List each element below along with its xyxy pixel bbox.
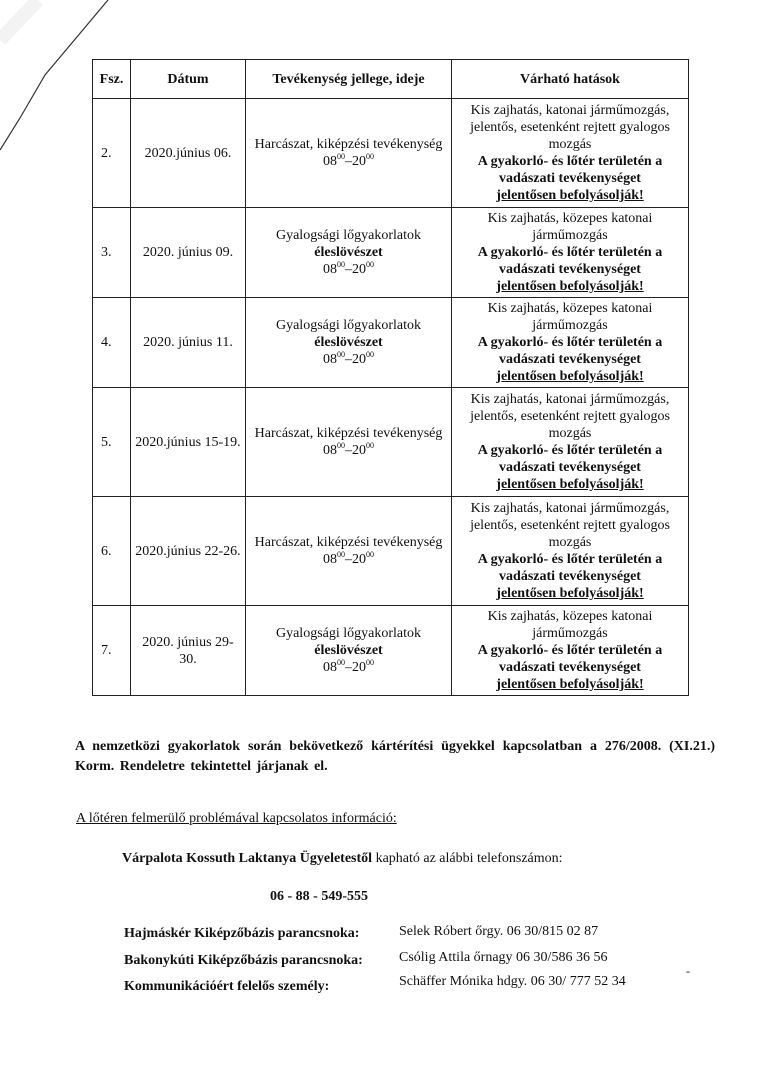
- activity-bold: éleslövészet: [314, 335, 383, 350]
- activity-type: Gyalogsági lőgyakorlatok: [275, 228, 422, 243]
- activity-type: Harcászat, kiképzési tevékenység: [254, 426, 443, 441]
- row-number: 6.: [93, 497, 131, 606]
- effect-bold: A gyakorló- és lőtér területén a vadászati tevékenységet: [477, 154, 663, 186]
- activity-time: $08^{00}-20^{00}$: [323, 441, 374, 458]
- row-activity: [246, 298, 452, 388]
- time-from: 08: [323, 262, 337, 277]
- table-header-row: [93, 60, 689, 99]
- row-activity: [246, 99, 452, 208]
- contact-name: Csólig Attila őrnagy 06 30/586 36 56: [399, 950, 608, 965]
- table-row: [93, 497, 689, 606]
- time-from-sup: 00: [337, 658, 345, 667]
- contact-role: Hajmáskér Kiképzőbázis parancsnoka:: [124, 926, 360, 941]
- time-from-sup: 00: [337, 350, 345, 359]
- time-to: 20: [352, 443, 366, 458]
- time-to: 20: [352, 154, 366, 169]
- effect-bold: A gyakorló- és lőtér területén a vadászati tevékenységet: [477, 245, 663, 277]
- row-number: 7.: [93, 606, 131, 696]
- row-number: 3.: [93, 208, 131, 298]
- row-date: 2020. június 09.: [131, 208, 246, 298]
- row-effects: [452, 99, 689, 208]
- header-date: Dátum: [131, 60, 246, 99]
- effect-bold-underlined: jelentősen befolyásolják!: [496, 677, 644, 692]
- table-row: [93, 606, 689, 696]
- activity-bold: éleslövészet: [314, 245, 383, 260]
- activity-type: Harcászat, kiképzési tevékenység: [254, 535, 443, 550]
- effect-plain: Kis zajhatás, közepes katonai járműmozgás: [487, 609, 653, 641]
- row-effects: [452, 208, 689, 298]
- effect-bold-underlined: jelentősen befolyásolják!: [496, 188, 644, 203]
- row-activity: [246, 208, 452, 298]
- effect-plain: Kis zajhatás, katonai járműmozgás, jelentős, esetenként rejtett gyalogos mozgás: [470, 501, 670, 550]
- effect-plain: Kis zajhatás, közepes katonai járműmozgás: [487, 301, 653, 333]
- compensation-note: A nemzetközi gyakorlatok során bekövetkező kártérítési ügyekkel kapcsolatban a 276/2008. (XI.21.) Korm. Rendeletre tekintettel járjanak el.: [75, 739, 715, 774]
- contact-name: Selek Róbert őrgy. 06 30/815 02 87: [399, 924, 599, 939]
- contact-role: Kommunikációért felelős személy:: [124, 979, 330, 994]
- effect-bold-underlined: jelentősen befolyásolják!: [496, 586, 644, 601]
- row-activity: [246, 497, 452, 606]
- time-to-sup: 00: [366, 152, 374, 161]
- time-to: 20: [352, 352, 366, 367]
- effect-bold-underlined: jelentősen befolyásolják!: [496, 279, 644, 294]
- row-date: 2020.június 06.: [131, 99, 246, 208]
- time-from-sup: 00: [337, 441, 345, 450]
- time-to-sup: 00: [366, 550, 374, 559]
- table-body: [93, 99, 689, 696]
- table-row: [93, 208, 689, 298]
- activity-time: $08^{00}-20^{00}$: [323, 350, 374, 367]
- row-number: 4.: [93, 298, 131, 388]
- time-to-sup: 00: [366, 658, 374, 667]
- contact-role: Bakonykúti Kiképzőbázis parancsnoka:: [124, 953, 363, 968]
- time-from: 08: [323, 552, 337, 567]
- effect-bold: A gyakorló- és lőtér területén a vadászati tevékenységet: [477, 643, 663, 675]
- activity-type: Harcászat, kiképzési tevékenység: [254, 137, 443, 152]
- time-from-sup: 00: [337, 152, 345, 161]
- effect-bold: A gyakorló- és lőtér területén a vadászati tevékenységet: [477, 443, 663, 475]
- time-from: 08: [323, 443, 337, 458]
- effect-plain: Kis zajhatás, közepes katonai járműmozgás: [487, 211, 653, 243]
- row-date: 2020. június 11.: [131, 298, 246, 388]
- time-to-sup: 00: [366, 441, 374, 450]
- table-row: [93, 298, 689, 388]
- time-from-sup: 00: [337, 550, 345, 559]
- effect-bold: A gyakorló- és lőtér területén a vadászati tevékenységet: [477, 552, 663, 584]
- time-to: 20: [352, 552, 366, 567]
- effect-bold-underlined: jelentősen befolyásolják!: [496, 369, 644, 384]
- row-effects: [452, 497, 689, 606]
- time-from-sup: 00: [337, 260, 345, 269]
- effect-plain: Kis zajhatás, katonai járműmozgás, jelentős, esetenként rejtett gyalogos mozgás: [470, 103, 670, 152]
- activity-time: $08^{00}-20^{00}$: [323, 550, 374, 567]
- row-effects: [452, 298, 689, 388]
- row-date: 2020.június 22-26.: [131, 497, 246, 606]
- activity-schedule-table: [92, 59, 689, 696]
- activity-type: Gyalogsági lőgyakorlatok: [275, 318, 422, 333]
- time-to: 20: [352, 262, 366, 277]
- row-activity: [246, 388, 452, 497]
- time-to-sup: 00: [366, 350, 374, 359]
- row-effects: [452, 388, 689, 497]
- activity-time: $08^{00}-20^{00}$: [323, 152, 374, 169]
- phone-number: 06 - 88 - 549-555: [270, 889, 368, 904]
- row-date: 2020.június 15-19.: [131, 388, 246, 497]
- time-from: 08: [323, 660, 337, 675]
- header-activity: Tevékenység jellege, ideje: [246, 60, 452, 99]
- activity-bold: éleslövészet: [314, 643, 383, 658]
- time-to-sup: 00: [366, 260, 374, 269]
- effect-plain: Kis zajhatás, katonai járműmozgás, jelentős, esetenként rejtett gyalogos mozgás: [470, 392, 670, 441]
- header-fsz: Fsz.: [93, 60, 131, 99]
- phone-intro: [122, 851, 563, 867]
- effect-bold-underlined: jelentősen befolyásolják!: [496, 477, 644, 492]
- phone-intro-bold: Várpalota Kossuth Laktanya Ügyeletestől: [122, 851, 373, 866]
- row-date: 2020. június 29-30.: [131, 606, 246, 696]
- time-to: 20: [352, 660, 366, 675]
- row-number: 5.: [93, 388, 131, 497]
- activity-time: $08^{00}-20^{00}$: [323, 260, 374, 277]
- activity-type: Gyalogsági lőgyakorlatok: [275, 626, 422, 641]
- row-activity: [246, 606, 452, 696]
- stray-mark: -: [686, 964, 690, 978]
- table-row: [93, 99, 689, 208]
- time-from: 08: [323, 154, 337, 169]
- contact-name: Schäffer Mónika hdgy. 06 30/ 777 52 34: [399, 974, 626, 989]
- info-title: A lőtéren felmerülő problémával kapcsolatos információ:: [76, 811, 397, 826]
- time-from: 08: [323, 352, 337, 367]
- table-row: [93, 388, 689, 497]
- effect-bold: A gyakorló- és lőtér területén a vadászati tevékenységet: [477, 335, 663, 367]
- phone-intro-rest: kapható az alábbi telefonszámon:: [372, 851, 563, 866]
- row-effects: [452, 606, 689, 696]
- row-number: 2.: [93, 99, 131, 208]
- activity-time: $08^{00}-20^{00}$: [323, 658, 374, 675]
- header-effects: Várható hatások: [452, 60, 689, 99]
